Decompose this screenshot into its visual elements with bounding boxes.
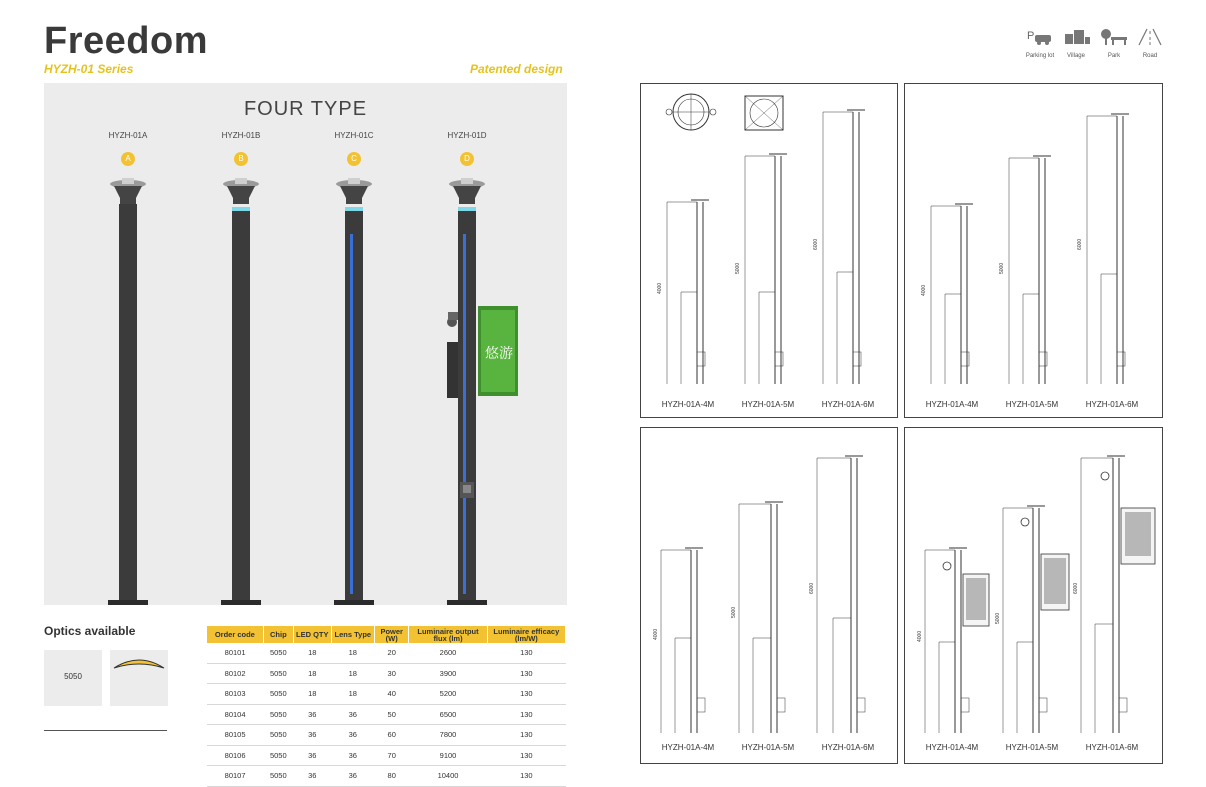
cell: 3900 xyxy=(409,663,487,684)
park-label: Park xyxy=(1107,53,1121,59)
cell: 5200 xyxy=(409,684,487,705)
cell: 80106 xyxy=(207,745,263,766)
cell: 80102 xyxy=(207,663,263,684)
cell: 36 xyxy=(293,725,331,746)
cell: 130 xyxy=(487,725,565,746)
table-row xyxy=(207,725,566,746)
cell: 5050 xyxy=(263,643,293,663)
type-d-badge: D xyxy=(460,152,474,166)
label-a-4m: HYZH-01A-4M xyxy=(661,400,715,409)
cell: 5050 xyxy=(263,745,293,766)
cell: 36 xyxy=(293,704,331,725)
cell: 70 xyxy=(375,745,409,766)
dim-4000: 4000 xyxy=(653,628,659,640)
type-a-label: HYZH-01A xyxy=(108,131,148,140)
dim-4000: 4000 xyxy=(921,284,927,296)
park-icon xyxy=(1096,28,1132,59)
cell: 6500 xyxy=(409,704,487,725)
cell: 10400 xyxy=(409,766,487,787)
col-chip: Chip xyxy=(263,626,293,643)
pole-type-c xyxy=(334,178,374,605)
pole-type-d xyxy=(447,178,518,605)
cell: 7800 xyxy=(409,725,487,746)
cell: 20 xyxy=(375,643,409,663)
drawing-b-art xyxy=(905,84,1162,384)
road-label: Road xyxy=(1142,53,1158,59)
cell: 130 xyxy=(487,766,565,787)
cell: 5050 xyxy=(263,725,293,746)
cell: 18 xyxy=(331,684,374,705)
col-order-code: Order code xyxy=(207,626,263,643)
lens-curve-icon xyxy=(110,650,168,706)
drawing-panel-a xyxy=(640,83,898,418)
label-b-4m: HYZH-01A-4M xyxy=(925,400,979,409)
label-c-5m: HYZH-01A-5M xyxy=(741,743,795,752)
drawing-panel-d xyxy=(904,427,1163,764)
table-row xyxy=(207,766,566,787)
spec-table-header xyxy=(207,626,566,643)
cell: 80103 xyxy=(207,684,263,705)
label-b-6m: HYZH-01A-6M xyxy=(1085,400,1139,409)
cell: 36 xyxy=(293,766,331,787)
label-c-6m: HYZH-01A-6M xyxy=(821,743,875,752)
pole-type-a xyxy=(108,178,148,605)
type-c-label: HYZH-01C xyxy=(334,131,374,140)
cell: 18 xyxy=(293,663,331,684)
cell: 50 xyxy=(375,704,409,725)
application-icons xyxy=(1022,28,1172,62)
cell: 5050 xyxy=(263,684,293,705)
col-led-qty: LED QTY xyxy=(293,626,331,643)
cell: 2600 xyxy=(409,643,487,663)
optic-5050-box xyxy=(44,650,102,706)
table-row xyxy=(207,704,566,725)
banner-text: 悠游 xyxy=(485,346,513,362)
cell: 18 xyxy=(331,643,374,663)
type-c-badge: C xyxy=(347,152,361,166)
type-a-badge: A xyxy=(121,152,135,166)
cell: 40 xyxy=(375,684,409,705)
dim-5000: 5000 xyxy=(735,262,741,274)
optics-title: Optics available xyxy=(44,624,136,638)
label-d-4m: HYZH-01A-4M xyxy=(925,743,979,752)
cell: 5050 xyxy=(263,766,293,787)
label-a-5m: HYZH-01A-5M xyxy=(741,400,795,409)
label-d-6m: HYZH-01A-6M xyxy=(1085,743,1139,752)
type-d-label: HYZH-01D xyxy=(447,131,487,140)
optic-5050-label: 5050 xyxy=(64,672,82,681)
road-icon xyxy=(1132,28,1168,59)
drawing-d-art xyxy=(905,428,1162,733)
dim-5000: 5000 xyxy=(995,612,1001,624)
parking-label: Parking lot xyxy=(1025,53,1055,59)
village-label: Village xyxy=(1067,53,1085,59)
village-icon xyxy=(1058,28,1094,59)
table-row xyxy=(207,684,566,705)
table-row xyxy=(207,643,566,663)
type-b-label: HYZH-01B xyxy=(221,131,261,140)
four-type-heading: FOUR TYPE xyxy=(243,98,368,120)
spec-table xyxy=(207,626,566,787)
pole-type-b xyxy=(221,178,261,605)
cell: 18 xyxy=(293,643,331,663)
col-power: Power (W) xyxy=(375,626,409,643)
cell: 130 xyxy=(487,745,565,766)
optic-lens-box xyxy=(110,650,168,706)
cell: 18 xyxy=(293,684,331,705)
label-d-5m: HYZH-01A-5M xyxy=(1005,743,1059,752)
col-lens-type: Lens Type xyxy=(331,626,374,643)
pole-renders xyxy=(44,170,567,606)
label-c-4m: HYZH-01A-4M xyxy=(661,743,715,752)
label-b-5m: HYZH-01A-5M xyxy=(1005,400,1059,409)
dim-5000: 5000 xyxy=(731,606,737,618)
cell: 36 xyxy=(331,704,374,725)
cell: 36 xyxy=(331,725,374,746)
svg-text:P: P xyxy=(1027,30,1035,42)
cell: 80104 xyxy=(207,704,263,725)
cell: 36 xyxy=(293,745,331,766)
cell: 9100 xyxy=(409,745,487,766)
drawing-c-art xyxy=(641,428,897,733)
cell: 80 xyxy=(375,766,409,787)
series-label: HYZH-01 Series xyxy=(44,62,134,76)
col-efficacy: Luminaire efficacy (lm/W) xyxy=(487,626,565,643)
cell: 36 xyxy=(331,745,374,766)
drawing-panel-b xyxy=(904,83,1163,418)
dim-5000: 5000 xyxy=(999,262,1005,274)
parking-icon xyxy=(1022,28,1058,59)
patented-label: Patented design xyxy=(470,62,563,76)
cell: 30 xyxy=(375,663,409,684)
table-row xyxy=(207,663,566,684)
cell: 36 xyxy=(331,766,374,787)
cell: 80107 xyxy=(207,766,263,787)
cell: 80101 xyxy=(207,643,263,663)
cell: 130 xyxy=(487,643,565,663)
page-title: Freedom xyxy=(44,20,208,62)
cell: 5050 xyxy=(263,704,293,725)
label-a-6m: HYZH-01A-6M xyxy=(821,400,875,409)
dim-4000: 4000 xyxy=(917,630,923,642)
dim-6000: 6000 xyxy=(813,238,819,250)
dim-4000: 4000 xyxy=(657,282,663,294)
drawing-a-art xyxy=(641,84,897,384)
dim-6000: 6000 xyxy=(1077,238,1083,250)
table-row xyxy=(207,745,566,766)
cell: 130 xyxy=(487,663,565,684)
type-b-badge: B xyxy=(234,152,248,166)
drawing-panel-c xyxy=(640,427,898,764)
cell: 5050 xyxy=(263,663,293,684)
dim-6000: 6000 xyxy=(809,582,815,594)
optics-divider xyxy=(44,730,167,731)
cell: 80105 xyxy=(207,725,263,746)
cell: 18 xyxy=(331,663,374,684)
cell: 60 xyxy=(375,725,409,746)
dim-6000: 6000 xyxy=(1073,582,1079,594)
cell: 130 xyxy=(487,704,565,725)
cell: 130 xyxy=(487,684,565,705)
col-output-flux: Luminaire output flux (lm) xyxy=(409,626,487,643)
